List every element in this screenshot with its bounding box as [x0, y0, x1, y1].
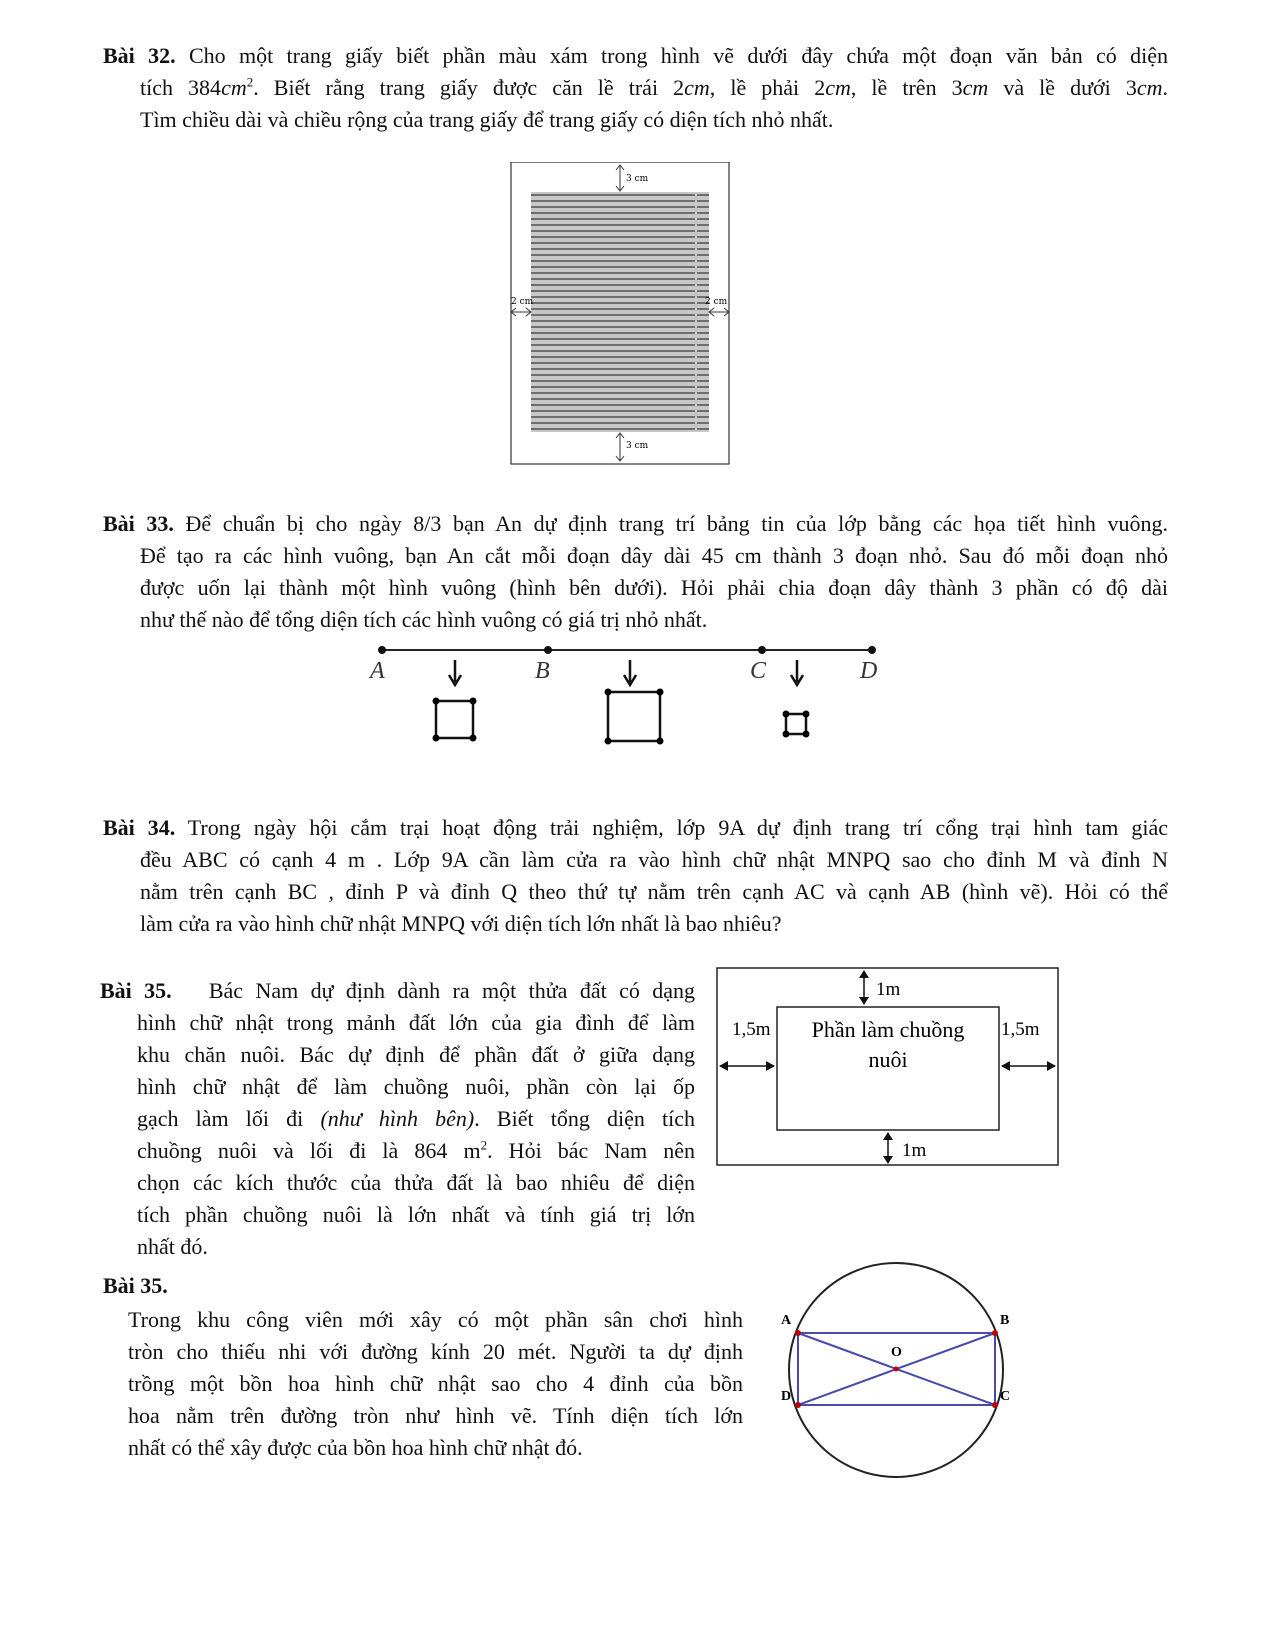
problem-35-line-8: tích phần chuồng nuôi là lớn nhất và tính giá trị lớn: [137, 1202, 695, 1227]
problem-34-line-4: làm cửa ra vào hình chữ nhật MNPQ với diện tích lớn nhất là bao nhiêu?: [140, 911, 782, 936]
livestock-plot-figure: [716, 965, 1062, 1170]
problem-35-line-9: nhất đó.: [137, 1234, 208, 1259]
point-B: B: [535, 658, 550, 684]
problem-32-heading: Bài 32.: [103, 43, 176, 68]
problem-32-line-3: Tìm chiều dài và chiều rộng của trang giấy để trang giấy có diện tích nhỏ nhất.: [140, 107, 834, 132]
wire-squares-figure: [360, 640, 900, 755]
problem-35b-line-2: tròn cho thiếu nhi với đường kính 20 mét. Người ta dự định: [128, 1339, 743, 1364]
point-C: C: [750, 658, 767, 684]
problem-35-line-1: Bài 35. Bác Nam dự định dành ra một thửa đất có dạng: [100, 978, 696, 1003]
problem-33-line-1: Bài 33. Để chuẩn bị cho ngày 8/3 bạn An dự định trang trí bảng tin của lớp bằng các họa tiết hình vuông.: [103, 511, 1169, 536]
problem-35-line-5: gạch làm lối đi (như hình bên). Biết tổng diện tích: [137, 1106, 695, 1131]
problem-34-line-3: nằm trên cạnh BC , đỉnh P và đỉnh Q theo thứ tự nằm trên cạnh AC và cạnh AB (hình vẽ). Hỏi có thể: [140, 879, 1168, 904]
problem-35b-line-3: trồng một bồn hoa hình chữ nhật sao cho 4 đỉnh của bồn: [128, 1371, 743, 1396]
square-1: [436, 701, 473, 738]
circle-rectangle-figure: [778, 1258, 1038, 1518]
problem-35b-line-4: hoa nằm trên đường tròn như hình vẽ. Tính diện tích lớn: [128, 1403, 743, 1428]
problem-35b-line-1: Trong khu công viên mới xây có một phần sân chơi hình: [128, 1307, 743, 1332]
problem-35-livestock: [100, 975, 695, 1263]
problem-32-line-1: Bài 32. Cho một trang giấy biết phần màu xám trong hình vẽ dưới đây chứa một đoạn văn bản có diện: [103, 43, 1168, 68]
problem-35-heading: Bài 35.: [100, 978, 172, 1003]
point-D: D: [860, 658, 878, 684]
problem-35-line-3: khu chăn nuôi. Bác dự định để phần đất ở giữa dạng: [137, 1042, 695, 1067]
problem-33-line-2: Để tạo ra các hình vuông, bạn An cắt mỗi đoạn dây dài 45 cm thành 3 đoạn nhỏ. Sau đó mỗi đoạn nhỏ: [140, 543, 1168, 568]
problem-35b-line-5: nhất có thể xây được của bồn hoa hình chữ nhật đó.: [128, 1435, 583, 1460]
problem-33-line-4: như thế nào để tổng diện tích các hình vuông có giá trị nhỏ nhất.: [140, 607, 708, 632]
problem-32: [103, 40, 1168, 136]
problem-35-line-4: hình chữ nhật để làm chuồng nuôi, phần còn lại ốp: [137, 1074, 695, 1099]
problem-35b-heading: Bài 35.: [103, 1273, 168, 1298]
vertex-B: B: [1000, 1313, 1010, 1328]
left-gap-label: 1,5m: [732, 1019, 771, 1040]
bottom-margin-label: 3 cm: [626, 441, 649, 451]
text-area: [531, 192, 709, 432]
problem-33-heading: Bài 33.: [103, 511, 174, 536]
top-gap-label: 1m: [876, 979, 901, 1000]
pen-label-2: nuôi: [868, 1047, 908, 1072]
right-gap-label: 1,5m: [1001, 1019, 1040, 1040]
center-O: O: [891, 1345, 902, 1360]
problem-35-line-2: hình chữ nhật trong mảnh đất lớn của gia đình để làm: [137, 1010, 695, 1035]
problem-32-line-2: tích $384cm^2$. Biết rằng trang giấy được căn lề trái 2cm, lề phải 2cm, lề trên 3cm và lề dưới 3cm.: [140, 74, 1168, 100]
left-margin-label: 2 cm: [511, 297, 534, 307]
point-A: A: [370, 658, 385, 684]
problem-34: [103, 812, 1168, 940]
problem-35-line-6: chuồng nuôi và lối đi là 864 $m^2$. Hỏi bác Nam nên: [137, 1137, 696, 1163]
problem-34-line-2: đều ABC có cạnh 4 m . Lớp 9A cần làm cửa ra vào hình chữ nhật MNPQ sao cho đỉnh M và đỉnh N: [140, 847, 1168, 872]
square-3: [786, 714, 806, 734]
right-margin-label: 2 cm: [705, 297, 728, 307]
vertex-D: D: [781, 1389, 792, 1404]
square-2: [608, 692, 660, 741]
problem-33-line-3: được uốn lại thành một hình vuông (hình bên dưới). Hỏi phải chia đoạn dây thành 3 phần có độ dài: [140, 575, 1168, 600]
problem-35-line-7: chọn các kích thước của thửa đất là bao nhiêu để diện: [137, 1170, 695, 1195]
vertex-C: C: [1000, 1389, 1011, 1404]
problem-34-line-1: Bài 34. Trong ngày hội cắm trại hoạt động trải nghiệm, lớp 9A dự định trang trí cổng trại hình tam giác: [103, 815, 1168, 840]
bottom-gap-label: 1m: [902, 1140, 927, 1161]
top-margin-label: 3 cm: [626, 174, 649, 184]
vertex-A: A: [781, 1313, 792, 1328]
problem-35-flowerbed: [103, 1270, 743, 1464]
problem-34-heading: Bài 34.: [103, 815, 176, 840]
page-margin-figure: [508, 162, 732, 466]
pen-label-1: Phần làm chuồng: [811, 1017, 965, 1042]
problem-33: [103, 508, 1168, 636]
